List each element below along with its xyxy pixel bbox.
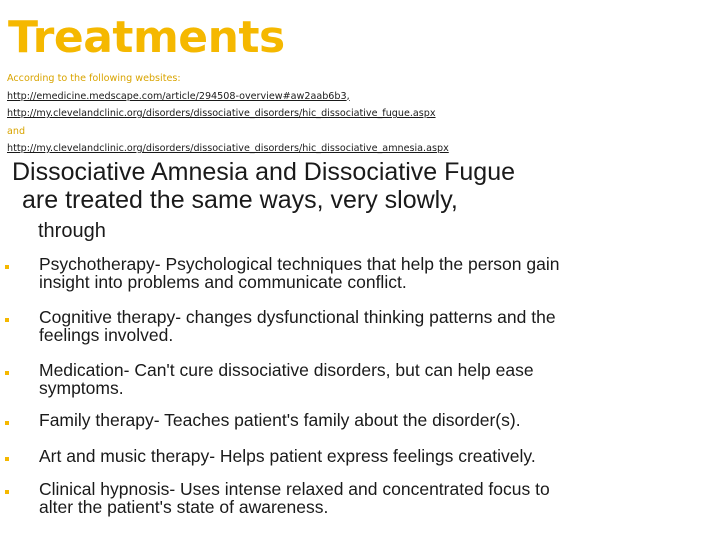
sources-intro: According to the following websites: <box>7 73 181 84</box>
sources-block <box>7 70 707 158</box>
lead-line-2: are treated the same ways, very slowly, <box>22 186 458 214</box>
source-link-fugue[interactable]: http://my.clevelandclinic.org/disorders/dissociative_disorders/hic_dissociative_fugue.aspx <box>7 108 436 119</box>
page-title: Treatments <box>8 12 285 63</box>
item-line-1: Art and music therapy- Helps patient express feelings creatively. <box>39 446 536 466</box>
item-line-2: alter the patient's state of awareness. <box>39 497 329 517</box>
lead-line-3: through <box>38 220 106 242</box>
bullet-icon <box>5 457 9 461</box>
bullet-icon <box>5 490 9 494</box>
item-line-2: insight into problems and communicate conflict. <box>39 272 407 292</box>
item-line-1: Medication- Can't cure dissociative disorders, but can help ease <box>39 360 534 380</box>
bullet-icon <box>5 318 9 322</box>
item-line-1: Clinical hypnosis- Uses intense relaxed and concentrated focus to <box>39 479 550 499</box>
lead-line-1: Dissociative Amnesia and Dissociative Fugue <box>12 158 516 186</box>
source-link-amnesia[interactable]: http://my.clevelandclinic.org/disorders/dissociative_disorders/hic_dissociative_amnesia.aspx <box>7 143 449 154</box>
source-separator: , <box>346 90 350 102</box>
source-link-medscape[interactable]: http://emedicine.medscape.com/article/294508-overview#aw2aab6b3, <box>7 90 350 102</box>
item-line-2: symptoms. <box>39 378 124 398</box>
item-line-1: Psychotherapy- Psychological techniques that help the person gain <box>39 254 560 274</box>
item-line-2: feelings involved. <box>39 325 174 345</box>
lead-statement <box>12 158 712 246</box>
bullet-icon <box>5 371 9 375</box>
item-line-1: Cognitive therapy- changes dysfunctional thinking patterns and the <box>39 307 556 327</box>
item-line-1: Family therapy- Teaches patient's family about the disorder(s). <box>39 410 521 430</box>
sources-and: and <box>7 125 26 137</box>
bullet-icon <box>5 421 9 425</box>
bullet-icon <box>5 265 9 269</box>
